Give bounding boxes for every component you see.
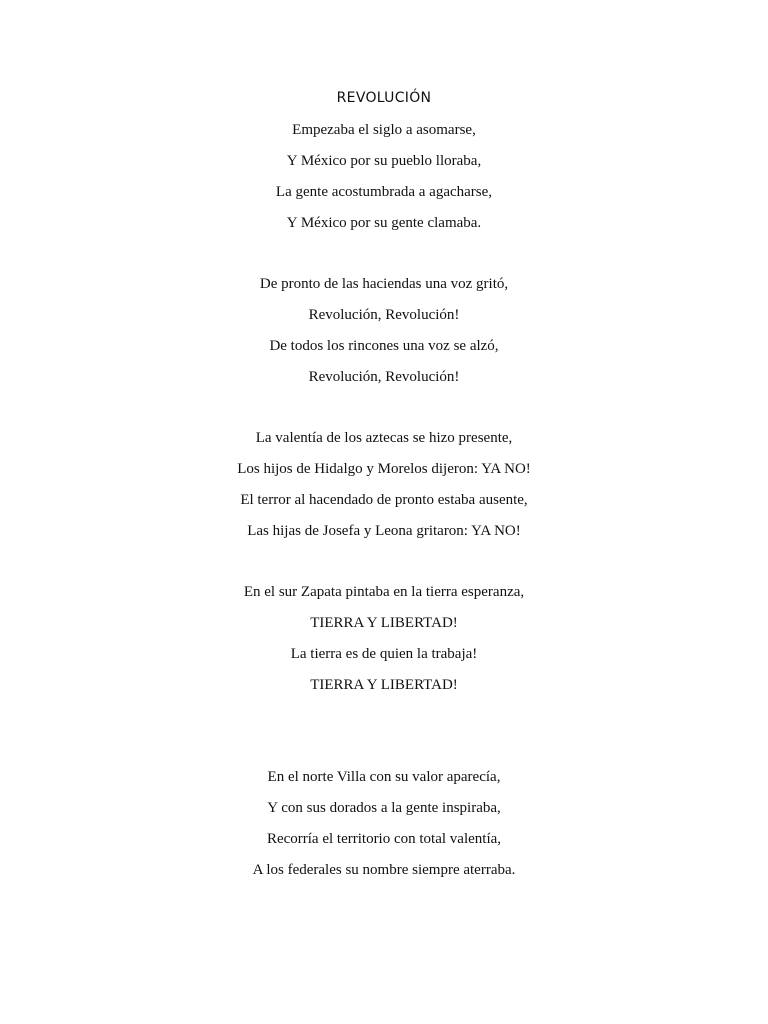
poem-line: TIERRA Y LIBERTAD! xyxy=(310,677,458,693)
poem-line: En el norte Villa con su valor aparecía, xyxy=(267,769,501,785)
poem-title: REVOLUCIÓN xyxy=(336,90,432,106)
poem-line: Las hijas de Josefa y Leona gritaron: YA NO! xyxy=(247,523,521,539)
poem-line: En el sur Zapata pintaba en la tierra esperanza, xyxy=(243,584,525,600)
poem-line: A los federales su nombre siempre aterraba. xyxy=(252,862,516,878)
poem-line: Y México por su pueblo lloraba, xyxy=(286,153,482,169)
poem-line: Los hijos de Hidalgo y Morelos dijeron: YA NO! xyxy=(237,461,531,477)
poem-line: TIERRA Y LIBERTAD! xyxy=(310,615,458,631)
poem-line: Y con sus dorados a la gente inspiraba, xyxy=(267,800,501,816)
poem-line: La tierra es de quien la trabaja! xyxy=(290,646,478,662)
poem-line: De todos los rincones una voz se alzó, xyxy=(269,338,499,354)
poem-line: Y México por su gente clamaba. xyxy=(286,215,482,231)
poem-line: La gente acostumbrada a agacharse, xyxy=(275,184,493,200)
poem-line: La valentía de los aztecas se hizo presente, xyxy=(255,430,513,446)
poem-line: Empezaba el siglo a asomarse, xyxy=(292,122,476,138)
poem-line: Revolución, Revolución! xyxy=(308,369,460,385)
poem-line: Revolución, Revolución! xyxy=(308,307,460,323)
poem-line: El terror al hacendado de pronto estaba ausente, xyxy=(240,492,528,508)
poem-line: Recorría el territorio con total valentía, xyxy=(266,831,502,847)
poem-line: De pronto de las haciendas una voz gritó, xyxy=(259,276,509,292)
